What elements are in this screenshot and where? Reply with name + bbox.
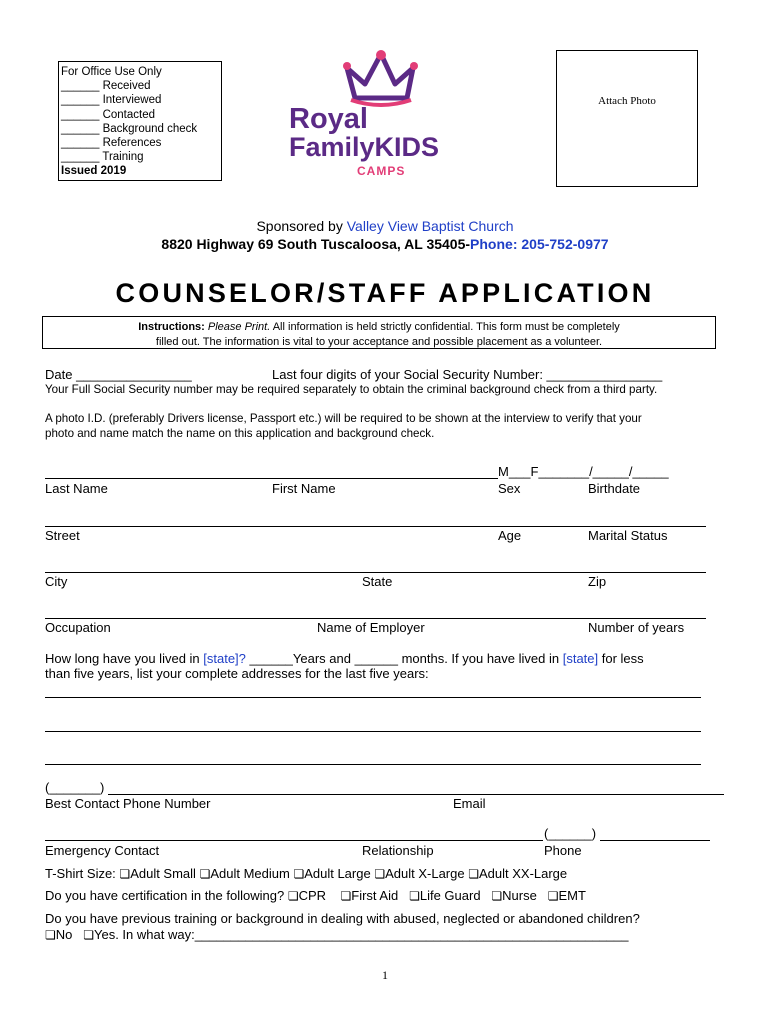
lived-p3: for less — [598, 651, 644, 666]
checkbox-icon[interactable]: ❏ — [409, 889, 420, 903]
birthdate-label: Birthdate — [588, 481, 641, 496]
logo-line3: CAMPS — [357, 164, 406, 178]
address-line-3[interactable] — [45, 764, 701, 765]
cert-option-nurse: Nurse — [502, 888, 537, 903]
sponsor-church: Valley View Baptist Church — [346, 218, 514, 234]
training-question: Do you have previous training or background in dealing with abused, neglected or abandoned children? — [45, 911, 640, 926]
lived-question — [45, 651, 644, 666]
attach-photo-label: Attach Photo — [598, 95, 656, 107]
tshirt-label: T-Shirt Size: — [45, 866, 116, 881]
tshirt-option-large: Adult Large — [304, 866, 371, 881]
office-item-contacted: ______ Contacted — [61, 108, 155, 121]
emergency-phone-line[interactable] — [600, 840, 710, 841]
ssn-note: Your Full Social Security number may be required separately to obtain the criminal background check from a third party. — [45, 383, 658, 396]
crown-icon — [285, 50, 475, 180]
city-input-line[interactable] — [45, 572, 706, 573]
training-yes-line[interactable]: ____________________________________________________________ — [194, 927, 629, 942]
office-use-box — [58, 61, 222, 181]
office-use-header: For Office Use Only — [61, 66, 162, 78]
office-issued: Issued 2019 — [61, 165, 127, 178]
last-name-label: Last Name — [45, 481, 108, 496]
sex-birthdate-field[interactable]: M___F_______/_____/_____ — [498, 464, 669, 479]
phone-area-code[interactable]: (_______) — [45, 780, 105, 795]
employer-label: Name of Employer — [317, 620, 425, 635]
tshirt-option-xxlarge: Adult XX-Large — [478, 866, 568, 881]
office-item-background: ______ Background check — [61, 122, 198, 135]
emergency-contact-label: Emergency Contact — [45, 843, 160, 858]
phone-label: Best Contact Phone Number — [45, 796, 211, 811]
tshirt-option-small: Adult Small — [130, 866, 196, 881]
training-no: No — [55, 927, 73, 942]
photo-id-note-1: A photo I.D. (preferably Drivers license, Passport etc.) will be required to be shown at the interview to verify that your — [45, 412, 642, 425]
street-input-line[interactable] — [45, 526, 706, 527]
royal-family-kids-logo — [285, 50, 475, 180]
instructions-emphasis: Please Print. — [207, 321, 271, 333]
checkbox-icon[interactable]: ❏ — [83, 928, 94, 942]
occupation-input-line[interactable] — [45, 618, 706, 619]
page-title: COUNSELOR/STAFF APPLICATION — [115, 278, 655, 308]
tshirt-option-xlarge: Adult X-Large — [385, 866, 465, 881]
checkbox-icon[interactable]: ❏ — [491, 889, 503, 903]
relationship-label: Relationship — [362, 843, 434, 858]
city-label: City — [45, 574, 68, 589]
page-number: 1 — [382, 968, 388, 982]
phone-email-input-line[interactable] — [108, 794, 724, 795]
years-label: Number of years — [588, 620, 685, 635]
email-label: Email — [453, 796, 486, 811]
lived-line2: than five years, list your complete addresses for the last five years: — [45, 666, 429, 681]
logo-line2: FamilyKIDS — [289, 132, 440, 162]
address-line-1[interactable] — [45, 697, 701, 698]
sponsor-phone: Phone: 205-752-0977 — [470, 236, 609, 252]
office-item-interviewed: ______ Interviewed — [61, 94, 162, 107]
tshirt-row — [45, 866, 567, 881]
date-field[interactable]: Date ________________ — [45, 367, 192, 382]
instructions-box — [42, 316, 716, 349]
checkbox-icon[interactable]: ❏ — [340, 889, 352, 903]
instructions-line1: All information is held strictly confidential. This form must be completely — [270, 321, 620, 333]
instructions-label: Instructions: — [138, 321, 208, 333]
checkbox-icon[interactable]: ❏ — [287, 889, 299, 903]
lived-state2: [state] — [562, 651, 599, 666]
checkbox-icon[interactable]: ❏ — [45, 928, 56, 942]
first-name-label: First Name — [272, 481, 336, 496]
checkbox-icon[interactable]: ❏ — [119, 867, 131, 881]
age-label: Age — [498, 528, 522, 543]
checkbox-icon[interactable]: ❏ — [199, 867, 211, 881]
sponsor-line — [0, 218, 770, 234]
certification-row — [45, 888, 586, 903]
checkbox-icon[interactable]: ❏ — [374, 867, 386, 881]
photo-id-note-2: photo and name match the name on this application and background check. — [45, 427, 435, 440]
training-yes: Yes. In what way: — [94, 927, 195, 942]
lived-state1: [state]? — [203, 651, 246, 666]
sex-label: Sex — [498, 481, 521, 496]
marital-status-label: Marital Status — [588, 528, 668, 543]
office-item-training: ______ Training — [61, 151, 144, 164]
state-label: State — [362, 574, 393, 589]
emergency-phone-label: Phone — [544, 843, 582, 858]
sponsor-prefix: Sponsored by — [256, 218, 347, 234]
logo-line1: Royal — [289, 103, 368, 135]
office-item-references: ______ References — [61, 137, 162, 150]
ssn-field[interactable]: Last four digits of your Social Security Number: ________________ — [272, 367, 663, 382]
cert-option-emt: EMT — [558, 888, 586, 903]
name-input-line[interactable] — [45, 478, 498, 479]
certification-label: Do you have certification in the following? — [45, 888, 285, 903]
sponsor-address: 8820 Highway 69 South Tuscaloosa, AL 35405- — [161, 236, 471, 252]
checkbox-icon[interactable]: ❏ — [293, 867, 305, 881]
occupation-label: Occupation — [45, 620, 111, 635]
zip-label: Zip — [588, 574, 607, 589]
emergency-area-code[interactable]: (______) — [544, 826, 597, 841]
checkbox-icon[interactable]: ❏ — [547, 889, 559, 903]
sponsor-address-line — [0, 236, 770, 252]
attach-photo-box[interactable] — [556, 50, 698, 187]
training-answer-row — [45, 927, 629, 942]
lived-p2: ______Years and ______ months. If you have lived in — [245, 651, 563, 666]
cert-option-first-aid: First Aid — [351, 888, 399, 903]
cert-option-cpr: CPR — [298, 888, 327, 903]
cert-option-life-guard: Life Guard — [419, 888, 481, 903]
lived-p1: How long have you lived in — [45, 651, 204, 666]
street-label: Street — [45, 528, 80, 543]
checkbox-icon[interactable]: ❏ — [468, 867, 479, 881]
tshirt-option-medium: Adult Medium — [210, 866, 290, 881]
address-line-2[interactable] — [45, 731, 701, 732]
office-item-received: ______ Received — [61, 80, 151, 93]
instructions-line2: filled out. The information is vital to your acceptance and possible placement as a volunteer. — [155, 335, 603, 348]
emergency-input-line[interactable] — [45, 840, 543, 841]
